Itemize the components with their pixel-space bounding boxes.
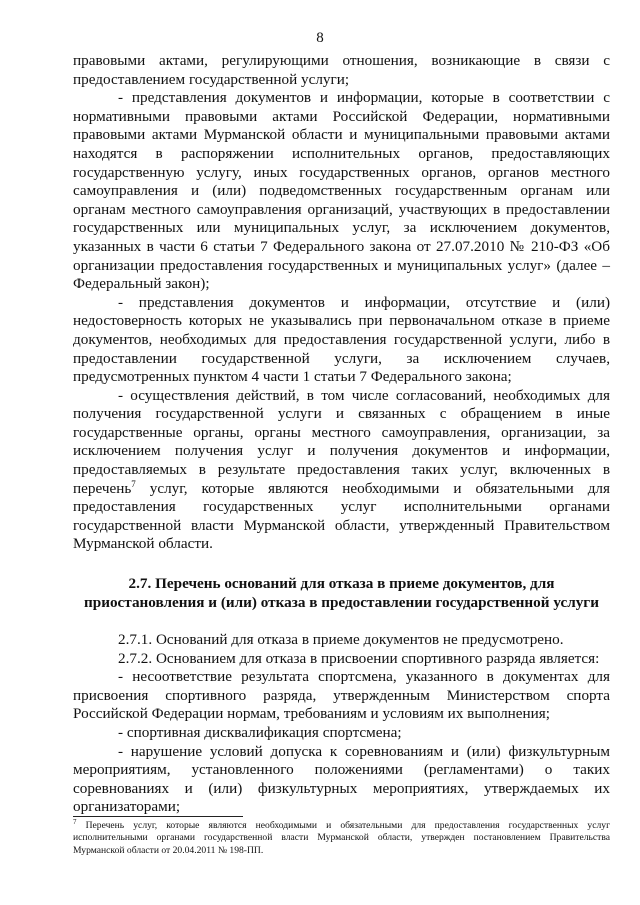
page-number: 8 (316, 30, 324, 46)
footnote (73, 820, 610, 857)
footnote-text: Перечень услуг, которые являются необходимыми и обязательными для предоставления государственных услуг исполнительными органами государственной власти Мурманской области, утвержден постановлением Правительства Мурманской области от 20.04.2011 № 198-ПП. (73, 820, 610, 856)
paragraph-actions-text-end: услуг, которые являются необходимыми и обязательными для предоставления государственных услуг исполнительными органами государственной власти Мурманской области, утвержденный Правительством Мурманской области. (73, 479, 610, 553)
document-body (73, 52, 610, 817)
list-item-nonconformity: - несоответствие результата спортсмена, указанного в документах для присвоения спортивного разряда, утвержденным Министерством спорта Российской Федерации нормам, требованиям и условиям их выполнения; (73, 668, 610, 723)
footnote-divider (73, 816, 243, 817)
paragraph-2-7-2: 2.7.2. Основанием для отказа в присвоении спортивного разряда является: (118, 649, 600, 667)
section-heading: 2.7. Перечень оснований для отказа в приеме документов, для приостановления и (или) отказа в предоставлении государственной услуги (84, 575, 599, 612)
paragraph-documents-information: - представления документов и информации, которые в соответствии с нормативными правовыми актами Российской Федерации, нормативными правовыми актами Мурманской области и муниципальными правовыми актами находятся в распоряжении исполнительных органов, предоставляющих государственную услугу, иных государственных органов, органов местного самоуправления и (или) подведомственных государственным органам или органам местного самоуправления организаций, участвующих в предоставлении государственных или муниципальных услуг, за исключением документов, указанных в части 6 статьи 7 Федерального закона от 27.07.2010 № 210-ФЗ «Об организации предоставления государственных и муниципальных услуг» (далее – Федеральный закон); (73, 89, 610, 293)
list-item-disqualification: - спортивная дисквалификация спортсмена; (118, 724, 402, 741)
footnote-marker: 7 (73, 818, 77, 826)
paragraph-actions (73, 387, 610, 554)
paragraph-documents-absence: - представления документов и информации, отсутствие и (или) недостоверность которых не указывались при первоначальном отказе в приеме документов, необходимых для предоставления государственной услуги, либо в предоставлении государственной услуги, за исключением случаев, предусмотренных пунктом 4 части 1 статьи 7 Федерального закона; (73, 293, 610, 386)
list-item-admission-violation: - нарушение условий допуска к соревнованиям и (или) физкультурным мероприятиям, установленного положениями (регламентами) о таких соревнованиях и (или) физкультурных мероприятиях, утверждаемых их организаторами; (73, 742, 610, 816)
paragraph-2-7-1: 2.7.1. Оснований для отказа в приеме документов не предусмотрено. (118, 631, 564, 649)
footnote-reference: 7 (131, 478, 136, 489)
paragraph-actions-text-start: - осуществления действий, в том числе согласований, необходимых для получения государственной услуги и связанных с обращением в иные государственные органы, органы местного самоуправления, организации, за исключением получения услуг и получения документов и информации, предоставляемых в результате предоставления таких услуг, включенных в перечень (73, 386, 610, 497)
paragraph-continuation: правовыми актами, регулирующими отношения, возникающие в связи с предоставлением государственной услуги; (73, 52, 610, 88)
